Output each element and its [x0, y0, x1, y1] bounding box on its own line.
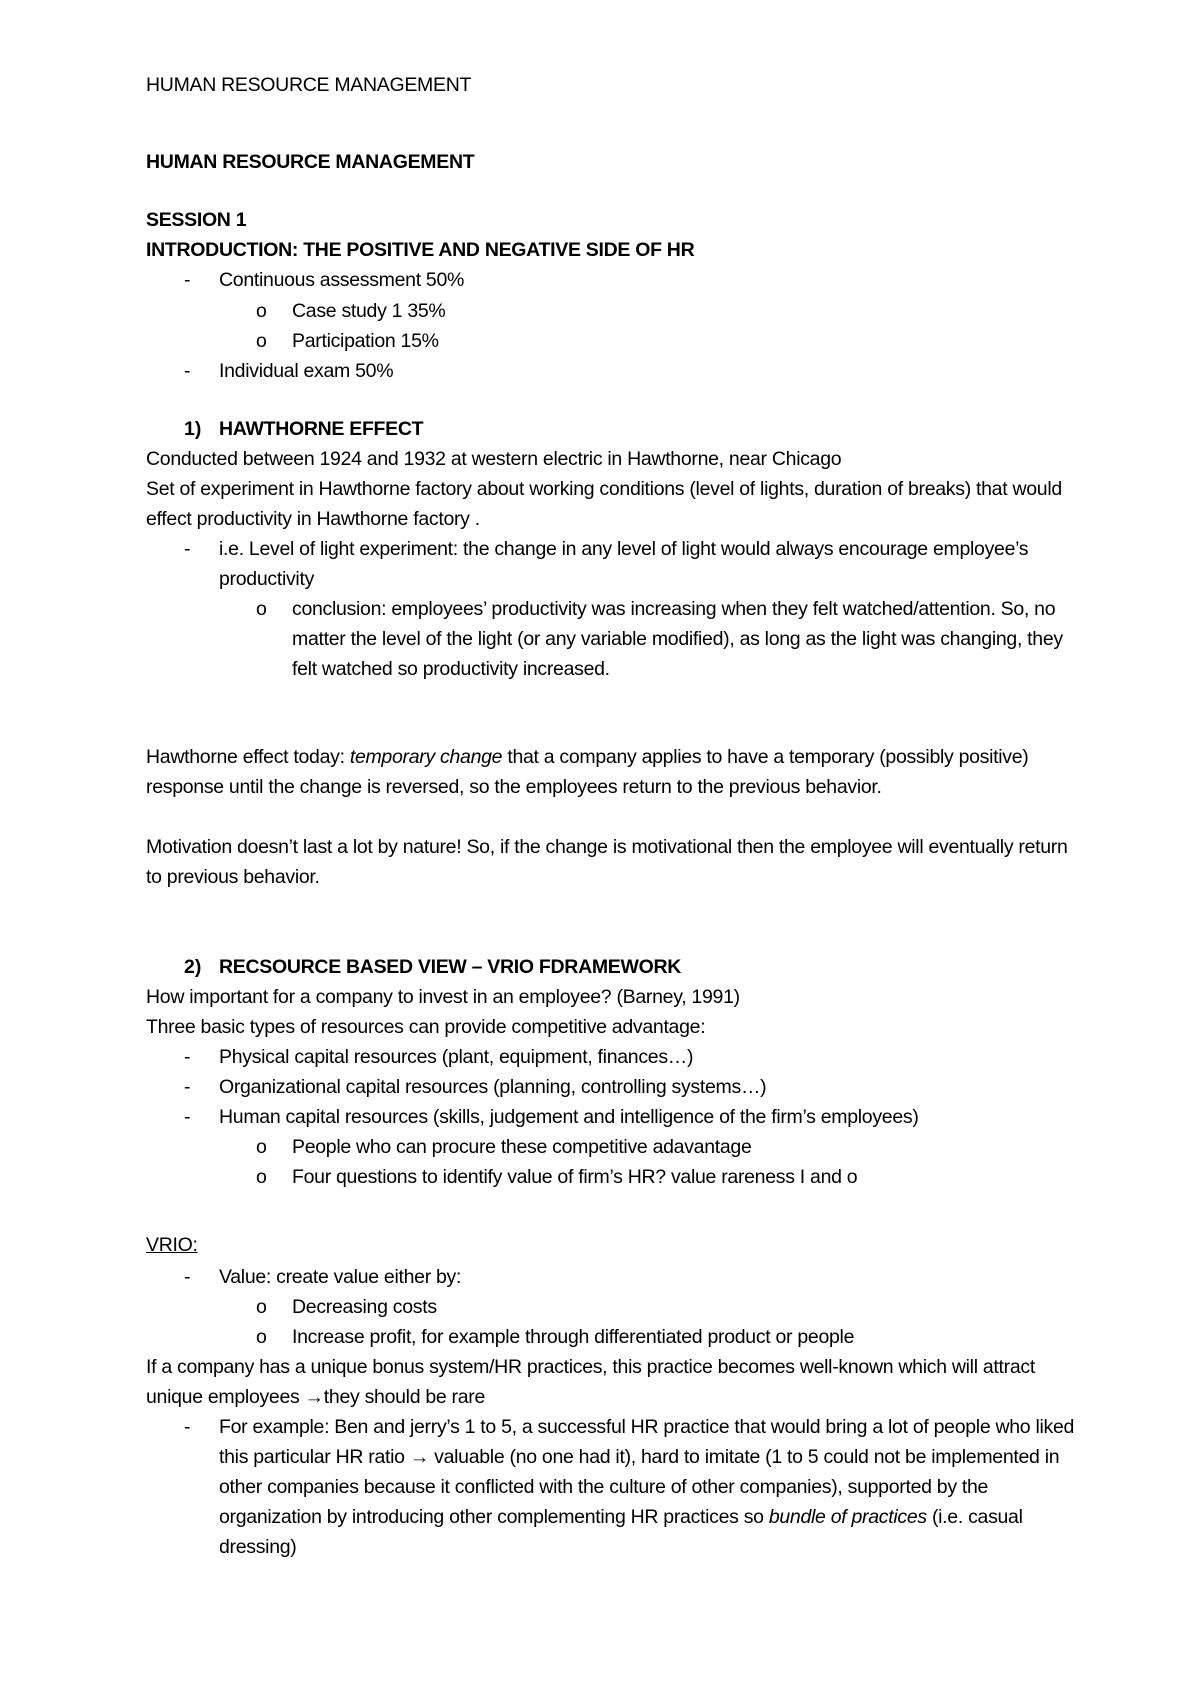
document-title: HUMAN RESOURCE MANAGEMENT	[146, 151, 475, 173]
section-1-title: HAWTHORNE EFFECT	[219, 418, 424, 440]
bullet-dash: -	[184, 1266, 191, 1288]
bullet-dash: -	[184, 269, 191, 291]
motivation-paragraph: Motivation doesn’t last a lot by nature! So, if the change is motivational then the employee will eventually return to previous behavior.	[146, 836, 1068, 888]
bullet-dash: -	[184, 1416, 191, 1438]
rbv-paragraph-2: Three basic types of resources can provide competitive advantage:	[146, 1016, 706, 1038]
human-resource-sub-2: Four questions to identify value of firm’s HR? value rareness I and o	[292, 1166, 858, 1188]
assessment-continuous: Continuous assessment 50%	[219, 269, 465, 291]
arrow-icon: →	[409, 1446, 430, 1468]
assessment-participation: Participation 15%	[292, 330, 439, 352]
bullet-circle: o	[256, 300, 267, 322]
page-header: HUMAN RESOURCE MANAGEMENT	[146, 74, 472, 96]
section-1-number: 1)	[184, 418, 202, 440]
resource-organizational: Organizational capital resources (planning, controlling systems…)	[219, 1076, 767, 1098]
today-prefix: Hawthorne effect today:	[146, 746, 350, 768]
light-experiment-item: i.e. Level of light experiment: the change in any level of light would always encourage employee’s productivity	[219, 538, 1029, 590]
bullet-circle: o	[256, 1296, 267, 1318]
unique-practice-conclusion: they should be rare	[323, 1386, 486, 1408]
vrio-label: VRIO:	[146, 1234, 198, 1256]
bullet-circle: o	[256, 598, 267, 620]
example-text-1: For example: Ben and jerry’s 1 to 5, a successful HR practice that would bring a lot of people who liked this particular HR ratio	[219, 1416, 1075, 1468]
today-suffix: that a company applies to have a temporary (possibly positive) response until the change is reversed, so the employees return to the previous behavior.	[146, 746, 1029, 798]
hawthorne-today-paragraph	[146, 742, 1076, 802]
rbv-paragraph-1: How important for a company to invest in an employee? (Barney, 1991)	[146, 986, 740, 1008]
bullet-circle: o	[256, 1136, 267, 1158]
example-text-2: valuable (no one had it), hard to imitate (1 to 5 could not be implemented in other companies because it conflicted with the culture of other companies), supported by the organization by introducing other complementing HR practices so	[219, 1446, 1060, 1528]
unique-practice-paragraph	[146, 1352, 1076, 1412]
bullet-circle: o	[256, 1326, 267, 1348]
section-2-number: 2)	[184, 956, 202, 978]
bullet-circle: o	[256, 1166, 267, 1188]
unique-practice-text: If a company has a unique bonus system/HR practices, this practice becomes well-known which will attract unique employees	[146, 1356, 1035, 1408]
assessment-case-study: Case study 1 35%	[292, 300, 446, 322]
vrio-value-item: Value: create value either by:	[219, 1266, 462, 1288]
conclusion-item: conclusion: employees’ productivity was increasing when they felt watched/attention. So, no matter the level of the light (or any variable modified), as long as the light was changing, they felt watched so productivity increased.	[292, 598, 1063, 680]
intro-heading: INTRODUCTION: THE POSITIVE AND NEGATIVE SIDE OF HR	[146, 239, 695, 261]
session-heading: SESSION 1	[146, 209, 247, 231]
vrio-increase-profit: Increase profit, for example through differentiated product or people	[292, 1326, 855, 1348]
today-emphasis: temporary change	[349, 746, 503, 768]
example-text-3: (i.e. casual dressing)	[219, 1506, 1023, 1558]
bullet-dash: -	[184, 1076, 191, 1098]
assessment-exam: Individual exam 50%	[219, 360, 394, 382]
bullet-circle: o	[256, 330, 267, 352]
hawthorne-paragraph-1: Conducted between 1924 and 1932 at western electric in Hawthorne, near Chicago	[146, 448, 842, 470]
hawthorne-paragraph-2: Set of experiment in Hawthorne factory about working conditions (level of lights, duration of breaks) that would effect productivity in Hawthorne factory .	[146, 478, 1062, 530]
bundle-of-practices-emphasis: bundle of practices	[768, 1506, 927, 1528]
ben-and-jerrys-example	[219, 1412, 1079, 1562]
bullet-dash: -	[184, 360, 191, 382]
bullet-dash: -	[184, 1106, 191, 1128]
arrow-icon: →	[304, 1386, 324, 1408]
resource-physical: Physical capital resources (plant, equipment, finances…)	[219, 1046, 694, 1068]
resource-human: Human capital resources (skills, judgement and intelligence of the firm’s employees)	[219, 1106, 919, 1128]
human-resource-sub-1: People who can procure these competitive adavantage	[292, 1136, 752, 1158]
bullet-dash: -	[184, 1046, 191, 1068]
section-2-title: RECSOURCE BASED VIEW – VRIO FDRAMEWORK	[219, 956, 682, 978]
vrio-decreasing-costs: Decreasing costs	[292, 1296, 437, 1318]
bullet-dash: -	[184, 538, 191, 560]
